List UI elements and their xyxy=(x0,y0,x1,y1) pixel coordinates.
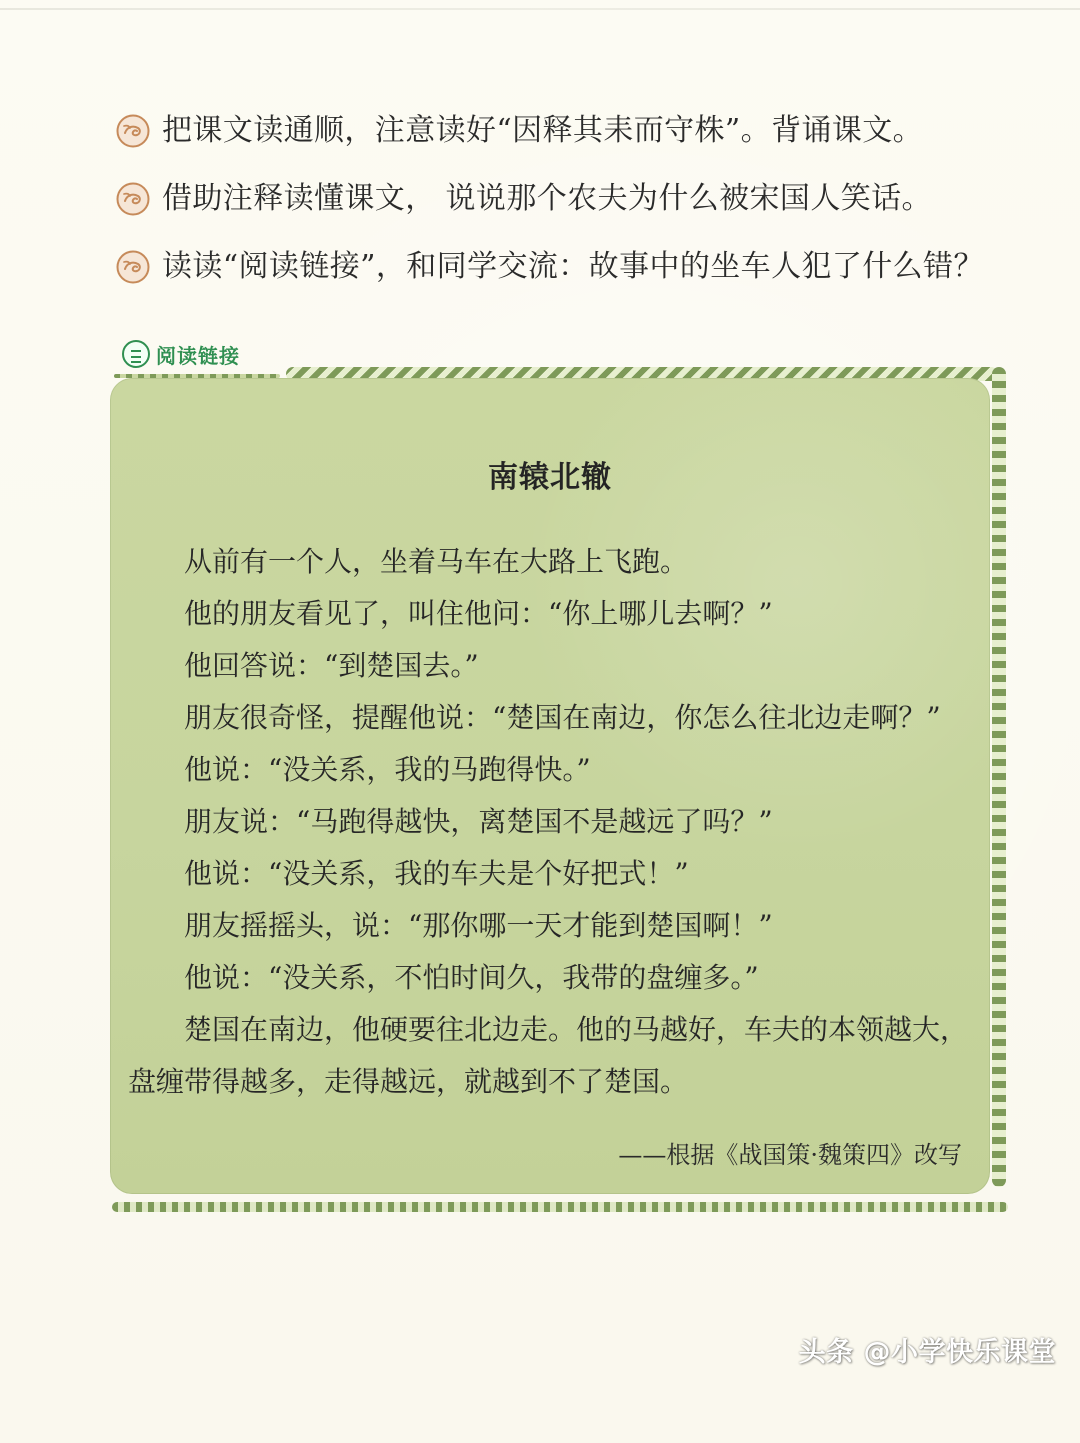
task-text-3: 读读“阅读链接”，和同学交流：故事中的坐车人犯了什么错？ xyxy=(162,249,984,284)
watermark-text: 头条 @小学快乐课堂 xyxy=(798,1337,1056,1368)
spiral-bullet-icon xyxy=(116,250,150,284)
story-paragraph-8: 朋友摇摇头，说：“那你哪一天才能到楚国啊！” xyxy=(184,909,773,942)
reading-book-icon xyxy=(122,340,150,368)
story-paragraph-9: 他说：“没关系，不怕时间久，我带的盘缠多。” xyxy=(184,961,759,994)
reading-link-label xyxy=(122,334,240,374)
task-text-2: 借助注释读懂课文， 说说那个农夫为什么被宋国人笑话。 xyxy=(162,181,932,216)
reading-link-section xyxy=(110,334,1018,1214)
reading-link-title: 阅读链接 xyxy=(156,343,240,368)
story-paragraph-5: 他说：“没关系，我的马跑得快。” xyxy=(184,753,591,786)
top-edge-line xyxy=(0,8,1080,10)
right-striped-border xyxy=(992,367,1006,1187)
bottom-striped-border xyxy=(112,1202,1008,1212)
story-paragraph-6: 朋友说：“马跑得越快，离楚国不是越远了吗？” xyxy=(184,805,773,838)
task-item-1 xyxy=(116,110,923,152)
story-title: 南辕北辙 xyxy=(488,460,612,495)
story-paragraph-4: 朋友很奇怪，提醒他说：“楚国在南边，你怎么往北边走啊？” xyxy=(184,701,941,734)
task-item-3 xyxy=(116,246,984,288)
story-paragraph-7: 他说：“没关系，我的车夫是个好把式！” xyxy=(184,857,689,890)
story-paragraph-1: 从前有一个人，坐着马车在大路上飞跑。 xyxy=(184,545,689,578)
task-text-1: 把课文读通顺，注意读好“因释其耒而守株”。背诵课文。 xyxy=(162,113,924,148)
spiral-bullet-icon xyxy=(116,114,150,148)
task-item-2 xyxy=(116,178,932,220)
story-paragraph-2: 他的朋友看见了，叫住他问：“你上哪儿去啊？” xyxy=(184,597,773,630)
spiral-bullet-icon xyxy=(116,182,150,216)
story-paragraph-10: 楚国在南边，他硬要往北边走。他的马越好，车夫的本领越大，盘缠带得越多，走得越远，就越到不了楚国。 xyxy=(128,1013,969,1098)
story-body xyxy=(128,536,968,1108)
story-paragraph-3: 他回答说：“到楚国去。” xyxy=(184,649,479,682)
source-attribution: ——根据《战国策·魏策四》改写 xyxy=(618,1141,962,1169)
story-panel xyxy=(110,378,990,1194)
